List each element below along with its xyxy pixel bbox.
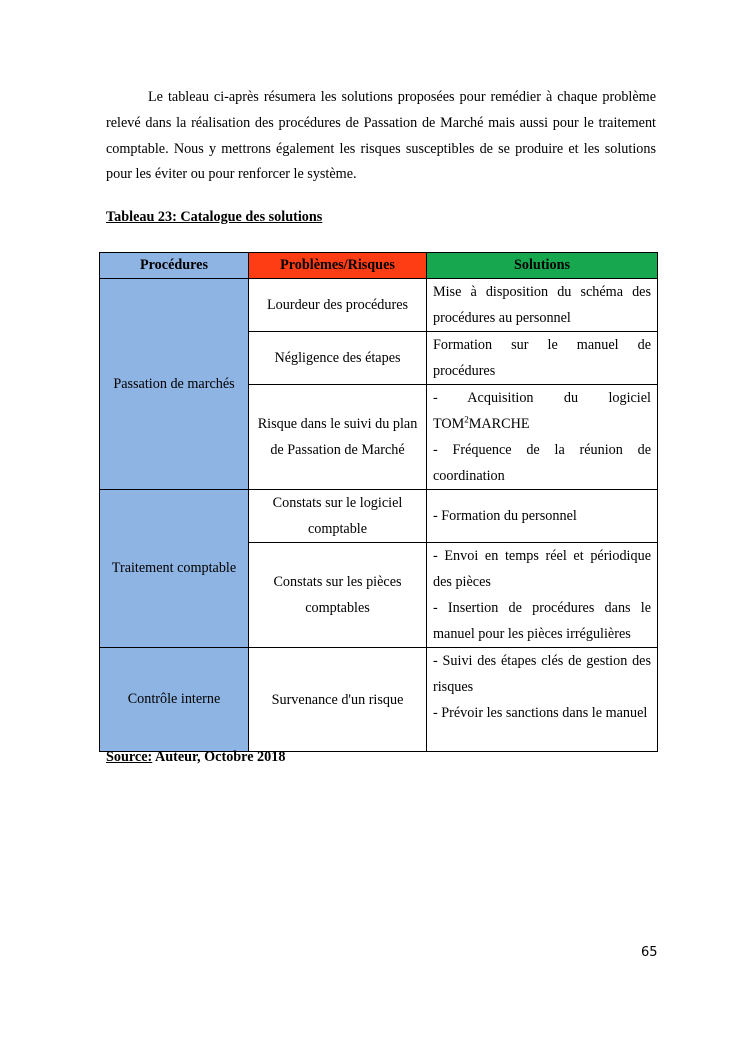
problem-cell: Lourdeur des procédures [249,279,427,332]
table-row [100,648,658,752]
problem-cell: Risque dans le suivi du plan de Passation de Marché [249,385,427,490]
solution-line: - Formation du personnel [433,508,577,524]
problem-cell: Constats sur le logiciel comptable [249,490,427,543]
solution-cell [427,490,658,543]
solution-cell [427,332,658,385]
solution-line: - Suivi des étapes clés de gestion des risques [433,653,651,695]
procedure-cell-traitement: Traitement comptable [100,490,249,648]
solution-line [433,385,651,437]
header-problems-risks: Problèmes/Risques [249,253,427,279]
table-header-row [100,253,658,279]
problem-cell: Constats sur les pièces comptables [249,543,427,648]
procedure-cell-passation: Passation de marchés [100,279,249,490]
table-caption: Tableau 23: Catalogue des solutions [106,209,323,225]
intro-paragraph [106,85,656,188]
header-procedures: Procédures [100,253,249,279]
problem-cell: Survenance d'un risque [249,648,427,752]
solution-line: - Fréquence de la réunion de coordination [433,442,651,484]
procedure-cell-controle: Contrôle interne [100,648,249,752]
table-row [100,490,658,543]
solution-line: - Insertion de procédures dans le manuel pour les pièces irrégulières [433,600,651,642]
header-solutions: Solutions [427,253,658,279]
table-row [100,279,658,332]
solution-line: - Envoi en temps réel et périodique des pièces [433,548,651,590]
solution-cell [427,543,658,648]
source-text: Auteur, Octobre 2018 [152,749,286,765]
solution-line: Mise à disposition du schéma des procédures au personnel [433,284,651,326]
solution-line: - Prévoir les sanctions dans le manuel [433,705,648,721]
superscript: 2 [464,414,469,425]
solution-cell [427,385,658,490]
solution-cell [427,648,658,752]
source-note [106,749,285,766]
solution-text: MARCHE [468,416,530,432]
solution-cell [427,279,658,332]
solutions-catalogue-table [99,252,658,752]
intro-text: Le tableau ci-après résumera les solutions proposées pour remédier à chaque problème relevé dans la réalisation des procédures de Passation de Marché mais aussi pour le traitement comptable. Nous y mettrons également les risques susceptibles de se produire et les solutions pour les éviter ou pour renforcer le système. [106,89,656,183]
solution-text: - Acquisition du logiciel TOM [433,390,651,432]
solution-line: Formation sur le manuel de procédures [433,337,651,379]
source-label: Source: [106,749,153,765]
problem-cell: Négligence des étapes [249,332,427,385]
page-number: 65 [641,945,658,960]
